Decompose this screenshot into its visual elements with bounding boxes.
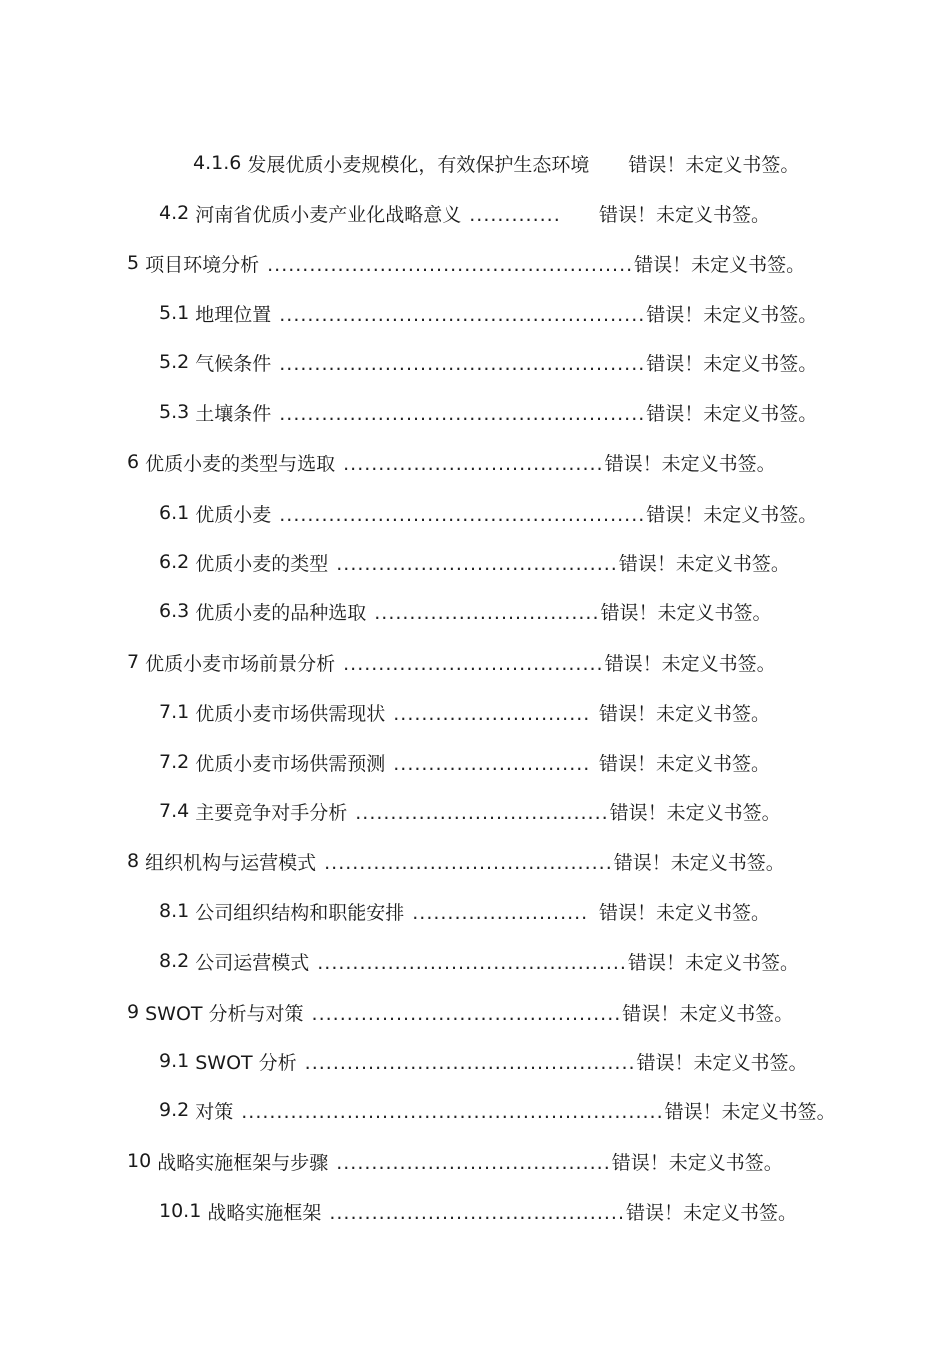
toc-entry-leader: ........................................ — [336, 553, 618, 575]
toc-entry-number: 9.2 — [159, 1099, 190, 1121]
toc-entry-page: 错误！未定义书签。 — [664, 1100, 836, 1123]
toc-entry-page: 错误！未定义书签。 — [609, 801, 781, 824]
toc-entry-title: 优质小麦市场前景分析 — [145, 652, 336, 675]
toc-entry-leader: ......................... — [412, 902, 589, 924]
toc-entry-page: 错误！未定义书签。 — [622, 1002, 794, 1025]
toc-entry-leader: ............................ — [393, 753, 591, 775]
toc-entry-page: 错误！未定义书签。 — [598, 752, 770, 775]
toc-entry-5-2[interactable] — [159, 346, 818, 378]
toc-entry-leader: .................................................... — [267, 254, 634, 276]
toc-entry-leader: .......................................... — [329, 1202, 625, 1224]
toc-entry-leader: .................................... — [355, 802, 609, 824]
toc-entry-leader: ............................................ — [311, 1003, 622, 1025]
toc-entry-6-2[interactable] — [159, 546, 790, 578]
toc-entry-4-2[interactable] — [159, 197, 770, 229]
toc-entry-page: 错误！未定义书签。 — [628, 153, 800, 176]
toc-entry-page: 错误！未定义书签。 — [636, 1051, 808, 1074]
toc-entry-leader: ............................................ — [317, 952, 627, 974]
toc-entry-number: 9 — [127, 1001, 140, 1023]
toc-entry-page: 错误！未定义书签。 — [618, 552, 790, 575]
toc-entry-number: 6.1 — [159, 502, 190, 524]
toc-entry-number: 4.1.6 — [193, 152, 242, 174]
toc-entry-number: 8 — [127, 850, 140, 872]
toc-entry-9-1[interactable] — [159, 1045, 808, 1077]
toc-entry-4-1-6[interactable] — [193, 147, 833, 179]
toc-entry-5-1[interactable] — [159, 297, 818, 329]
toc-entry-6[interactable] — [127, 446, 776, 478]
toc-entry-title: 公司运营模式 — [195, 951, 310, 974]
toc-entry-leader: .................................................... — [279, 304, 646, 326]
toc-entry-number: 6 — [127, 451, 140, 473]
toc-entry-page: 错误！未定义书签。 — [598, 901, 770, 924]
toc-entry-number: 6.3 — [159, 600, 190, 622]
toc-entry-leader: ....................................... — [336, 1152, 611, 1174]
toc-entry-page: 错误！未定义书签。 — [598, 203, 770, 226]
toc-entry-page: 错误！未定义书签。 — [634, 253, 806, 276]
toc-entry-title: 优质小麦 — [195, 503, 272, 526]
toc-entry-9-2[interactable] — [159, 1094, 836, 1126]
toc-entry-title: 战略实施框架与步骤 — [157, 1151, 329, 1174]
toc-entry-7-4[interactable] — [159, 795, 781, 827]
toc-entry-leader: ..................................... — [343, 653, 604, 675]
toc-entry-leader: .................................................... — [279, 403, 646, 425]
toc-entry-6-1[interactable] — [159, 497, 818, 529]
toc-entry-number: 7 — [127, 651, 140, 673]
toc-entry-title: 项目环境分析 — [145, 253, 260, 276]
toc-entry-title: 地理位置 — [195, 303, 272, 326]
toc-entry-title: 组织机构与运营模式 — [145, 851, 317, 874]
toc-entry-page: 错误！未定义书签。 — [598, 702, 770, 725]
toc-entry-page: 错误！未定义书签。 — [626, 1201, 798, 1224]
toc-entry-page: 错误！未定义书签。 — [627, 951, 799, 974]
toc-entry-number: 5 — [127, 252, 140, 274]
toc-entry-number: 9.1 — [159, 1050, 190, 1072]
toc-entry-5-3[interactable] — [159, 396, 818, 428]
toc-entry-8[interactable] — [127, 845, 785, 877]
toc-entry-8-2[interactable] — [159, 945, 799, 977]
toc-entry-number: 8.1 — [159, 900, 190, 922]
toc-entry-page: 错误！未定义书签。 — [611, 1151, 783, 1174]
toc-entry-7-2[interactable] — [159, 746, 770, 778]
toc-entry-number: 4.2 — [159, 202, 190, 224]
toc-entry-8-1[interactable] — [159, 895, 770, 927]
toc-entry-number: 6.2 — [159, 551, 190, 573]
toc-entry-number: 7.4 — [159, 800, 190, 822]
toc-entry-title: 主要竞争对手分析 — [195, 801, 348, 824]
toc-entry-page: 错误！未定义书签。 — [646, 352, 818, 375]
toc-entry-title: 战略实施框架 — [207, 1201, 322, 1224]
toc-entry-leader: ............................................................ — [241, 1101, 664, 1123]
toc-entry-page: 错误！未定义书签。 — [646, 503, 818, 526]
toc-entry-7[interactable] — [127, 646, 776, 678]
toc-entry-title: 优质小麦的类型与选取 — [145, 452, 336, 475]
toc-entry-page: 错误！未定义书签。 — [604, 452, 776, 475]
toc-entry-title: 对策 — [195, 1100, 234, 1123]
toc-entry-title: 河南省优质小麦产业化战略意义 — [195, 203, 462, 226]
toc-entry-10-1[interactable] — [159, 1195, 798, 1227]
toc-entry-leader: ............................ — [393, 703, 591, 725]
toc-entry-page: 错误！未定义书签。 — [646, 303, 818, 326]
toc-entry-leader: .................................................... — [279, 353, 646, 375]
toc-entry-leader: ................................ — [374, 602, 600, 624]
toc-entry-title: SWOT 分析 — [195, 1051, 297, 1074]
toc-entry-title: SWOT 分析与对策 — [145, 1002, 304, 1025]
toc-entry-5[interactable] — [127, 247, 806, 279]
toc-entry-number: 10 — [127, 1150, 152, 1172]
toc-entry-leader: .................................................... — [279, 504, 646, 526]
toc-entry-page: 错误！未定义书签。 — [646, 402, 818, 425]
toc-entry-title: 公司组织结构和职能安排 — [195, 901, 405, 924]
toc-entry-title: 气候条件 — [195, 352, 272, 375]
toc-entry-number: 5.3 — [159, 401, 190, 423]
toc-entry-page: 错误！未定义书签。 — [613, 851, 785, 874]
toc-entry-10[interactable] — [127, 1145, 783, 1177]
toc-entry-title: 优质小麦的类型 — [195, 552, 329, 575]
toc-entry-number: 7.1 — [159, 701, 190, 723]
toc-entry-number: 7.2 — [159, 751, 190, 773]
toc-entry-number: 8.2 — [159, 950, 190, 972]
toc-entry-leader: ......................................... — [324, 852, 613, 874]
toc-entry-title: 优质小麦的品种选取 — [195, 601, 367, 624]
toc-entry-number: 10.1 — [159, 1200, 202, 1222]
toc-entry-leader: ............. — [469, 204, 561, 226]
toc-entry-7-1[interactable] — [159, 696, 770, 728]
toc-entry-number: 5.2 — [159, 351, 190, 373]
toc-entry-number: 5.1 — [159, 302, 190, 324]
toc-entry-page: 错误！未定义书签。 — [604, 652, 776, 675]
toc-entry-title: 优质小麦市场供需现状 — [195, 702, 386, 725]
toc-entry-leader: ..................................... — [343, 453, 604, 475]
toc-entry-title: 优质小麦市场供需预测 — [195, 752, 386, 775]
toc-entry-title: 土壤条件 — [195, 402, 272, 425]
toc-entry-title: 发展优质小麦规模化，有效保护生态环境 — [247, 153, 590, 176]
toc-entry-6-3[interactable] — [159, 595, 770, 627]
toc-entry-leader: ............................................... — [304, 1052, 636, 1074]
toc-entry-9[interactable] — [127, 996, 794, 1028]
toc-entry-page: 错误！未定义书签。 — [600, 601, 772, 624]
